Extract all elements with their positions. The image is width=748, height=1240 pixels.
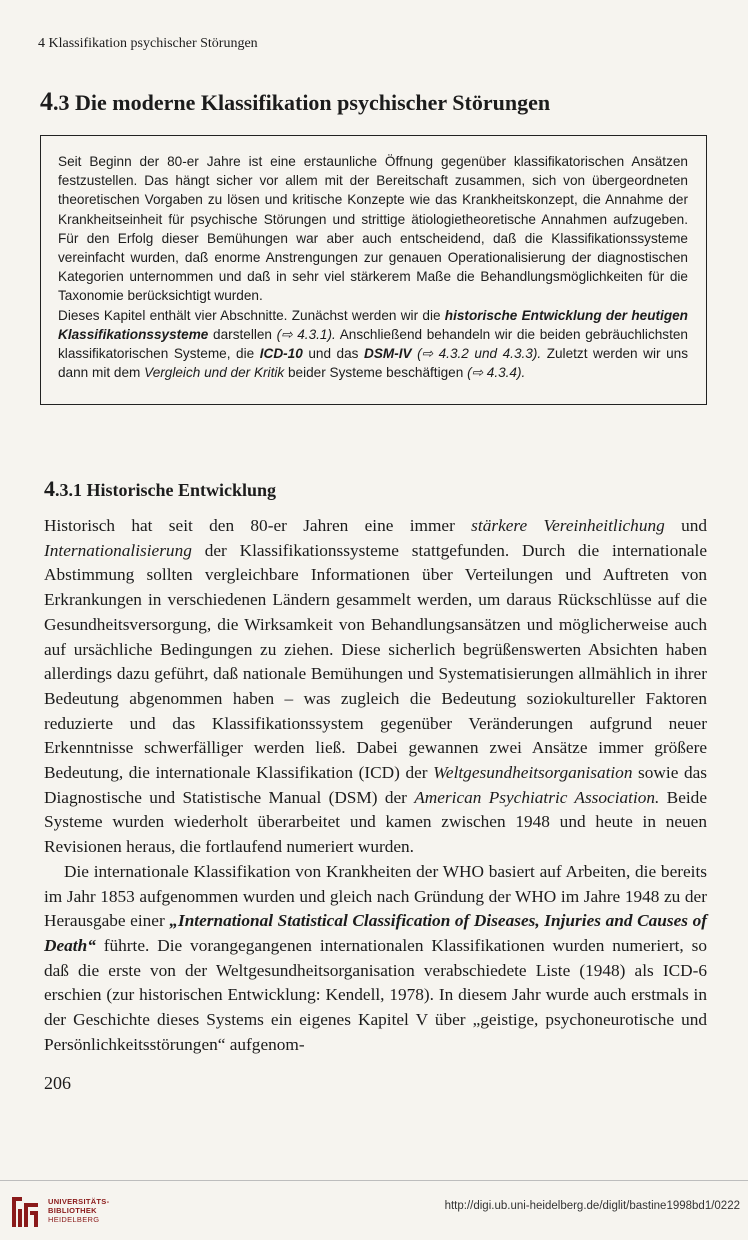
body-paragraph-1 [44,514,707,860]
emphasis-internationalisierung: Internationalisierung [44,540,192,560]
summary-text: Dieses Kapitel enthält vier Abschnitte. Zunächst werden wir die [58,307,445,323]
logo-line: UNIVERSITÄTS- [48,1197,110,1206]
emphasis-who: Weltgesundheitsorganisation [433,763,633,783]
library-logo-text [48,1197,109,1224]
footer-divider [0,1180,748,1181]
emphasis-vergleich-kritik: Vergleich und der Kritik [144,365,285,381]
body-paragraph-2 [44,860,707,1058]
body-text-run: der Klassifikationssysteme stattgefunden. Durch die internationale Abstimmung sollten vergleichbare Informationen über Verteilungen und Auftreten von Erkrankungen in verschiedenen Ländern gesammelt werden, um daraus Rückschlüsse auf die Gesundheitsversorgung, die Wirksamkeit von Behandlungsansätzen und möglicherweise auch auf ursächliche Bedingungen zu ziehen. Diese sicherlich begrüßenswerten Absichten haben allerdings dazu geführt, daß nationale Bemühungen und Systematisierungen allmählich in ihrer Bedeutung abgenommen haben – was zugleich die Bedeutung soziokultureller Faktoren reduzierte und das Klassifikationssystem gegenüber Veränderungen aufgrund neuer Erkenntnisse schwerfälliger werden ließ. Dabei gewannen zwei Ansätze immer größere Bedeutung, die internationale Klassifikation (ICD) der [44,540,707,783]
section-number-major: 4 [40,87,53,116]
body-text-run: Historisch hat seit den 80-er Jahren eine immer [44,516,472,535]
section-title-text: Die moderne Klassifikation psychischer Störungen [75,90,551,115]
subsection-number-rest: .3.1 [55,480,82,500]
subsection-title [44,476,276,502]
body-text-run: und [664,516,707,535]
body-text-run: Die internationale Klassifikation von Krankheiten der WHO basiert auf Arbeiten, die bereits im Jahr 1853 aufgenommen wurden und gleich nach Gründung der WHO im Jahre 1948 zu der Herausgabe einer [44,861,707,931]
section-title [40,87,550,117]
body-text-run: sowie das Diagnostische und Statistische Manual (DSM) der [44,763,707,807]
subsection-number-major: 4 [44,476,55,501]
emphasis-dsm4: DSM-IV [364,346,412,362]
summary-text: beider Systeme beschäftigen [284,365,468,381]
emphasis-icd10: ICD-10 [259,346,303,362]
cross-reference-4-3-2-4-3-3[interactable]: (⇨ 4.3.2 und 4.3.3). [411,346,542,362]
summary-box [40,135,707,405]
logo-line: BIBLIOTHEK [48,1206,97,1215]
running-head: 4 Klassifikation psychischer Störungen [38,36,258,51]
emphasis-historische-entwicklung: historische Entwicklung der heutigen Klassifikationssysteme [58,307,688,342]
footer-url-link[interactable]: http://digi.ub.uni-heidelberg.de/diglit/bastine1998bd1/0222 [444,1200,740,1212]
summary-text: Zuletzt werden wir uns dann mit dem [58,346,688,381]
summary-text: darstellen [208,326,277,342]
body-text-run: führte. Die vorangegangenen internationalen Klassifikationen wurden numeriert, so daß die erste von der Weltgesundheitsorganisation verabschiedete Liste (1948) als ICD-6 erschien (zur historischen Entwicklung: Kendell, 1978). In diesem Jahr wurde auch erstmals in der Geschichte dieses Systems ein eigenes Kapitel V über „geistige, psychoneurotische und Persönlichkeitsstörungen“ aufgenom- [44,935,707,1054]
summary-paragraph-2 [58,306,688,383]
summary-text: und das [302,346,365,362]
logo-line: HEIDELBERG [48,1215,100,1224]
subsection-title-text: Historische Entwicklung [86,480,277,500]
summary-box-text [58,152,688,382]
summary-text: Anschließend behandeln wir die beiden gebräuchlichsten klassifikatorischen Systeme, die [58,326,688,362]
emphasis-apa: American Psychiatric Association. [414,787,660,807]
body-text [44,514,707,1057]
page-number: 206 [44,1073,71,1093]
library-logo-icon[interactable] [8,1193,42,1231]
section-number-rest: .3 [53,90,70,115]
emphasis-icd-title: „International Statistical Classification of Diseases, Injuries and Causes of Death“ [44,911,707,955]
cross-reference-4-3-4[interactable]: (⇨ 4.3.4). [467,365,526,381]
cross-reference-4-3-1[interactable]: (⇨ 4.3.1). [276,326,336,342]
body-text-run: Beide Systeme wurden wiederholt überarbeitet und kamen zwischen 1948 und heute in neuen Revisionen heraus, die fortlaufend numeriert wurden. [44,787,707,857]
summary-paragraph-1: Seit Beginn der 80-er Jahre ist eine erstaunliche Öffnung gegenüber klassifikatorischen Ansätzen festzustellen. Das hängt sicher vor allem mit der Bereitschaft zusammen, sich von übergeordneten theoretischen Vorgaben zu lösen und kritische Konzepte wie das Krankheitskonzept, die Annahme der Krankheitseinheit für psychische Störungen und strittige ätiologietheoretische Annahmen aufzugeben. Für den Erfolg dieser Bemühungen war aber auch entscheidend, daß die Klassifikationssysteme vereinfacht wurden, daß enorme Anstrengungen zur genauen Operationalisierung der diagnostischen Kategorien unternommen und daß in sehr viel stärkerem Maße die Behandlungsmöglichkeiten für die Taxonomie berücksichtigt wurden. [58,154,688,304]
emphasis-vereinheitlichung: stärkere Vereinheitlichung [471,516,665,535]
